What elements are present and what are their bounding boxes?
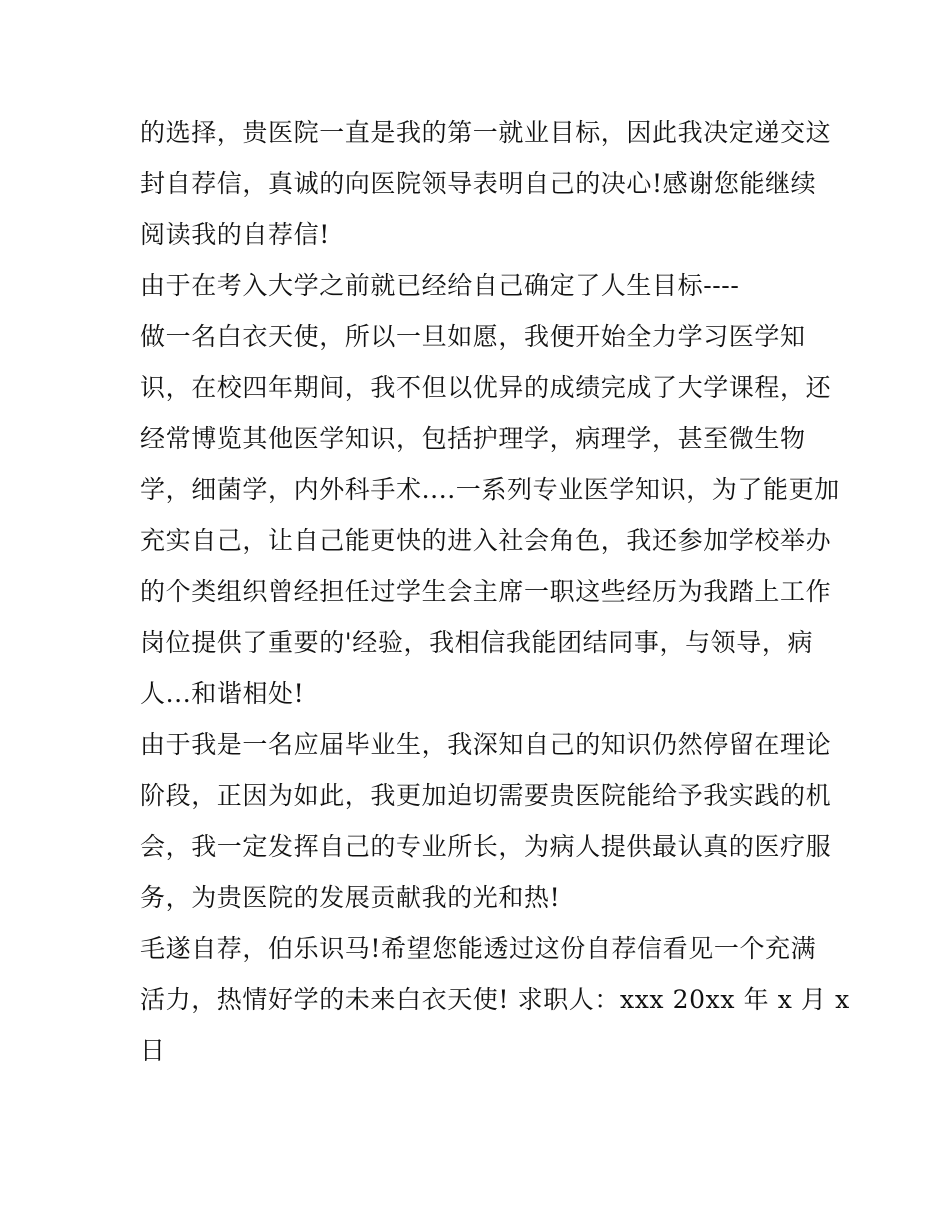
text-line: 阅读我的自荐信!	[140, 220, 330, 249]
text-line: 经常博览其他医学知识，包括护理学，病理学，甚至微生物	[140, 424, 806, 453]
text-line: 做一名白衣天使，所以一旦如愿，我便开始全力学习医学知	[140, 322, 806, 351]
letter-body	[140, 107, 850, 1076]
text-line: 封自荐信，真诚的向医院领导表明自己的决心!感谢您能继续	[140, 169, 817, 198]
text-line: 阶段，正因为如此，我更加迫切需要贵医院能给予我实践的机	[140, 781, 832, 810]
text-line: 日	[140, 1036, 166, 1065]
text-line: 会，我一定发挥自己的专业所长，为病人提供最认真的医疗服	[140, 832, 832, 861]
text-line: 学，细菌学，内外科手术....一系列专业医学知识，为了能更加	[140, 475, 840, 504]
text-line: 务，为贵医院的发展贡献我的光和热!	[140, 883, 561, 912]
text-line: 岗位提供了重要的'经验，我相信我能团结同事，与领导，病	[140, 628, 814, 657]
text-line: 由于我是一名应届毕业生，我深知自己的知识仍然停留在理论	[140, 730, 832, 759]
text-line: 充实自己，让自己能更快的进入社会角色，我还参加学校举办	[140, 526, 832, 555]
text-line: 的个类组织曾经担任过学生会主席一职这些经历为我踏上工作	[140, 577, 832, 606]
text-line: 识，在校四年期间，我不但以优异的成绩完成了大学课程，还	[140, 373, 832, 402]
text-line: 毛遂自荐，伯乐识马!希望您能透过这份自荐信看见一个充满	[140, 934, 817, 963]
text-line: 活力，热情好学的未来白衣天使! 求职人：xxx 20xx 年 x 月 x	[140, 985, 850, 1014]
text-line: 由于在考入大学之前就已经给自己确定了人生目标----	[140, 271, 740, 300]
text-line: 的选择，贵医院一直是我的第一就业目标，因此我决定递交这	[140, 118, 832, 147]
text-line: 人...和谐相处!	[140, 679, 305, 708]
